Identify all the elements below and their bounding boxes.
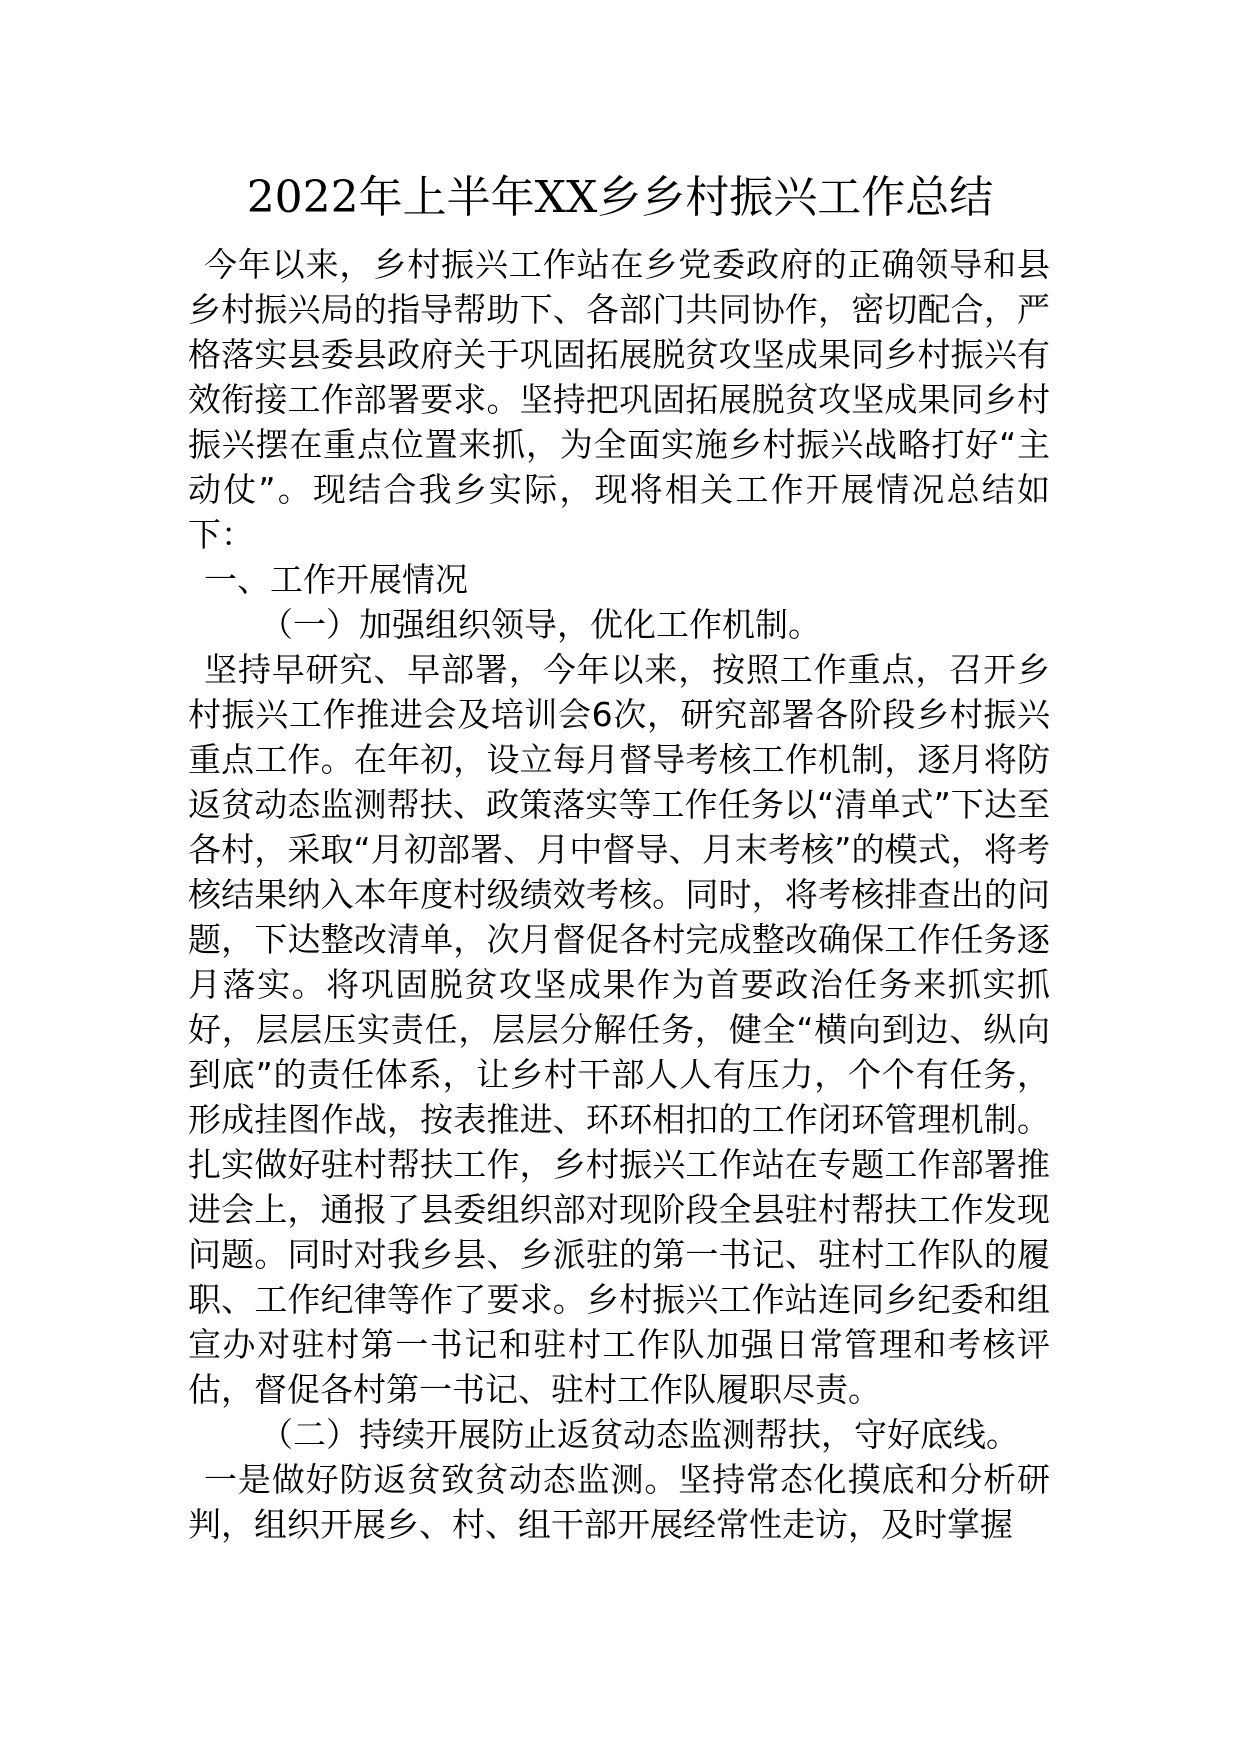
document-body [188,242,1050,1547]
intro-paragraph: 今年以来，乡村振兴工作站在乡党委政府的正确领导和县乡村振兴局的指导帮助下、各部门共同协作，密切配合，严格落实县委县政府关于巩固拓展脱贫攻坚成果同乡村振兴有效衔接工作部署要求。坚持把巩固拓展脱贫攻坚成果同乡村振兴摆在重点位置来抓，为全面实施乡村振兴战略打好“主动仗”。现结合我乡实际，现将相关工作开展情况总结如下： [188,245,1050,554]
body-paragraph-1: 坚持早研究、早部署，今年以来，按照工作重点，召开乡村振兴工作推进会及培训会6次，研究部署各阶段乡村振兴重点工作。在年初，设立每月督导考核工作机制，逐月将防返贫动态监测帮扶、政策落实等工作任务以“清单式”下达至各村，采取“月初部署、月中督导、月末考核”的模式，将考核结果纳入本年度村级绩效考核。同时，将考核排查出的问题，下达整改清单，次月督促各村完成整改确保工作任务逐月落实。将巩固脱贫攻坚成果作为首要政治任务来抓实抓好，层层压实责任，层层分解任务，健全“横向到边、纵向到底”的责任体系，让乡村干部人人有压力，个个有任务，形成挂图作战，按表推进、环环相扣的工作闭环管理机制。扎实做好驻村帮扶工作，乡村振兴工作站在专题工作部署推进会上，通报了县委组织部对现阶段全县驻村帮扶工作发现问题。同时对我乡县、乡派驻的第一书记、驻村工作队的履职、工作纪律等作了要求。乡村振兴工作站连同乡纪委和组宣办对驻村第一书记和驻村工作队加强日常管理和考核评估，督促各村第一书记、驻村工作队履职尽责。 [188,650,1050,1409]
subsection-heading-2: （二）持续开展防止返贫动态监测帮扶，守好底线。 [260,1415,1019,1454]
document-title: 2022年上半年XX乡乡村振兴工作总结 [246,172,994,223]
subsection-heading-1: （一）加强组织领导，优化工作机制。 [260,605,821,644]
section-heading-1: 一、工作开展情况 [204,560,468,599]
body-paragraph-2: 一是做好防返贫致贫动态监测。坚持常态化摸底和分析研判，组织开展乡、村、组干部开展经常性走访，及时掌握 [188,1460,1050,1544]
